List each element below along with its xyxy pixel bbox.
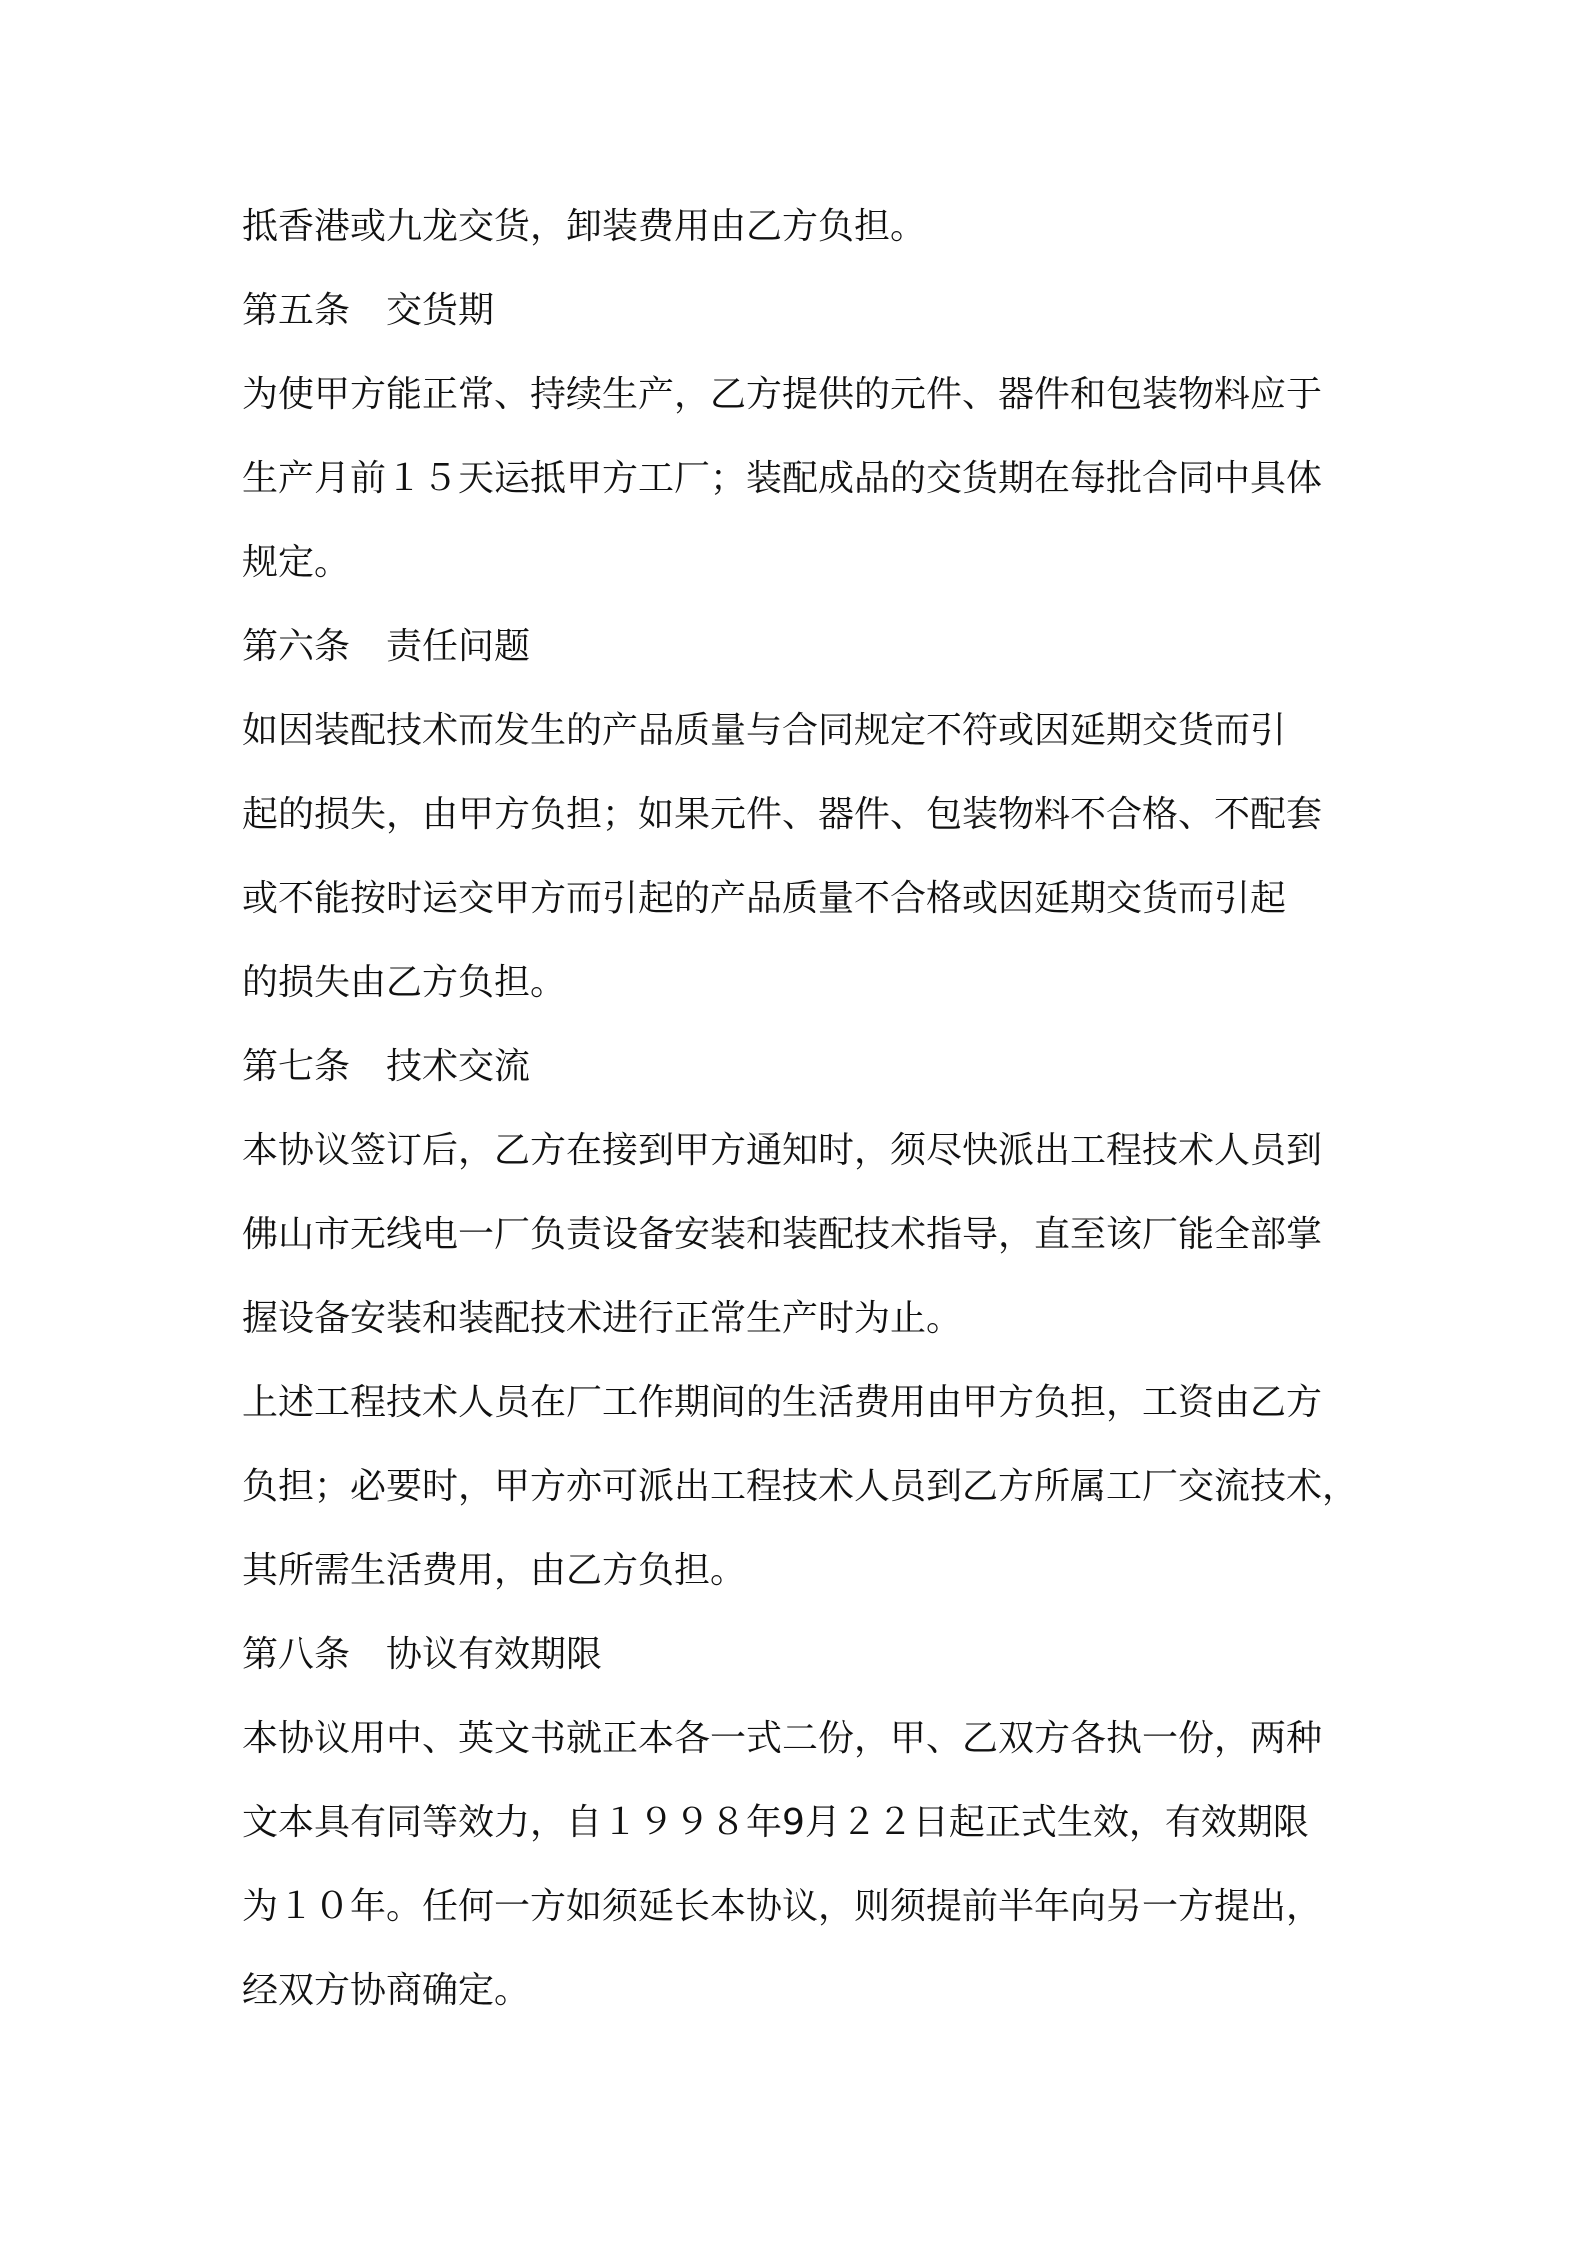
paragraph-line: 经双方协商确定。 [242, 1970, 531, 2011]
paragraph-line: 为使甲方能正常、持续生产，乙方提供的元件、器件和包装物料应于 [242, 374, 1323, 415]
paragraph-line: 佛山市无线电一厂负责设备安装和装配技术指导，直至该厂能全部掌 [242, 1214, 1323, 1255]
paragraph-line: 的损失由乙方负担。 [242, 962, 567, 1003]
article-6-heading: 第六条 责任问题 [242, 626, 531, 667]
paragraph-line: 上述工程技术人员在厂工作期间的生活费用由甲方负担，工资由乙方 [242, 1382, 1323, 1423]
paragraph-line: 如因装配技术而发生的产品质量与合同规定不符或因延期交货而引 [242, 710, 1287, 751]
paragraph-line: 生产月前１５天运抵甲方工厂；装配成品的交货期在每批合同中具体 [242, 458, 1323, 499]
paragraph-line: 负担；必要时，甲方亦可派出工程技术人员到乙方所属工厂交流技术， [242, 1466, 1359, 1507]
paragraph-line: 握设备安装和装配技术进行正常生产时为止。 [242, 1298, 963, 1339]
article-5-heading: 第五条 交货期 [242, 290, 495, 331]
article-7-heading: 第七条 技术交流 [242, 1046, 531, 1087]
article-8-heading: 第八条 协议有效期限 [242, 1634, 603, 1675]
paragraph-line: 抵香港或九龙交货，卸装费用由乙方负担。 [242, 206, 927, 247]
paragraph-line: 本协议用中、英文书就正本各一式二份，甲、乙双方各执一份，两种 [242, 1718, 1323, 1759]
paragraph-line: 起的损失，由甲方负担；如果元件、器件、包装物料不合格、不配套 [242, 794, 1323, 835]
paragraph-line: 规定。 [242, 542, 351, 583]
paragraph-line: 为１０年。任何一方如须延长本协议，则须提前半年向另一方提出， [242, 1886, 1323, 1927]
paragraph-line: 其所需生活费用，由乙方负担。 [242, 1550, 747, 1591]
paragraph-line: 或不能按时运交甲方而引起的产品质量不合格或因延期交货而引起 [242, 878, 1287, 919]
paragraph-line: 本协议签订后，乙方在接到甲方通知时，须尽快派出工程技术人员到 [242, 1130, 1323, 1171]
paragraph-line: 文本具有同等效力，自１９９８年9月２２日起正式生效，有效期限 [242, 1802, 1309, 1843]
